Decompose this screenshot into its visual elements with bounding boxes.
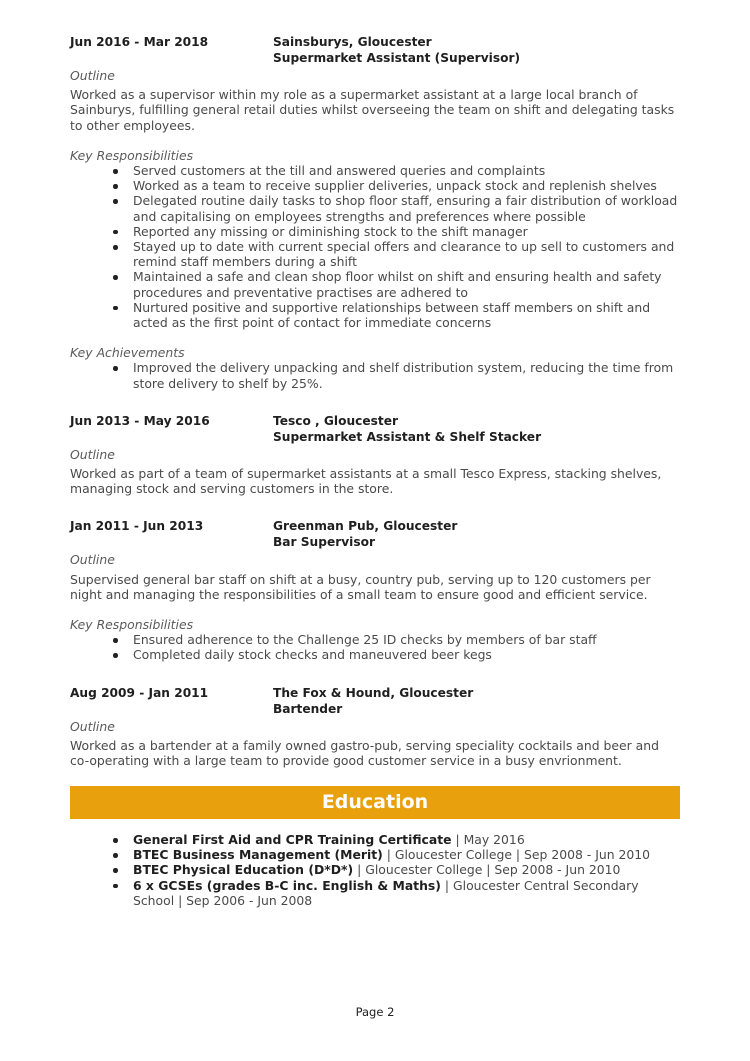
outline-label: Outline xyxy=(70,552,115,568)
list-item: Served customers at the till and answered queries and complaints xyxy=(133,163,680,178)
list-item: Ensured adherence to the Challenge 25 ID checks by members of bar staff xyxy=(133,632,680,647)
job-role: Supermarket Assistant (Supervisor) xyxy=(273,51,521,65)
education-details: | May 2016 xyxy=(451,832,525,847)
education-list xyxy=(70,832,680,908)
list-item: Nurtured positive and supportive relationships between staff members on shift and acted as the first point of contact for immediate concerns xyxy=(133,300,680,330)
job-employer: The Fox & Hound, Gloucester xyxy=(273,685,474,700)
page-number: Page 2 xyxy=(355,1005,395,1019)
achievements-list xyxy=(70,360,680,390)
list-item: Improved the delivery unpacking and shelf distribution system, reducing the time from store delivery to shelf by 25%. xyxy=(133,360,680,390)
responsibilities-label: Key Responsibilities xyxy=(70,147,194,163)
job-employer: Greenman Pub, Gloucester xyxy=(273,519,458,534)
education-title: General First Aid and CPR Training Certificate xyxy=(133,832,452,847)
achievements-label: Key Achievements xyxy=(70,345,185,361)
job-header xyxy=(70,518,680,550)
job-header xyxy=(70,413,680,445)
list-item: Worked as a team to receive supplier deliveries, unpack stock and replenish shelves xyxy=(133,178,680,193)
job-entry xyxy=(70,685,680,769)
education-item xyxy=(133,832,680,847)
education-item xyxy=(133,862,680,877)
job-role: Bartender xyxy=(273,701,343,716)
job-header xyxy=(70,685,680,717)
job-header xyxy=(70,34,680,66)
list-item: Maintained a safe and clean shop floor whilst on shift and ensuring health and safety procedures and preventative practises are adhered to xyxy=(133,269,680,299)
outline-label: Outline xyxy=(70,68,115,83)
education-section xyxy=(70,832,680,908)
education-details: | Gloucester College | Sep 2008 - Jun 2010 xyxy=(353,862,621,878)
job-dates: Jan 2011 - Jun 2013 xyxy=(70,519,204,534)
education-details: | Gloucester College | Sep 2008 - Jun 2010 xyxy=(382,847,651,863)
education-item xyxy=(133,847,680,862)
list-item: Delegated routine daily tasks to shop floor staff, ensuring a fair distribution of workload and capitalising on employees strengths and preferences where possible xyxy=(133,193,680,223)
outline-label: Outline xyxy=(70,718,115,734)
job-outline: Supervised general bar staff on shift at a busy, country pub, serving up to 120 customers per night and managing the responsibilities of a small team to ensure good and efficient service. xyxy=(70,571,651,602)
job-entry xyxy=(70,413,680,497)
education-title: BTEC Physical Education (D*D*) xyxy=(133,862,354,878)
responsibilities-list xyxy=(70,163,680,330)
job-dates: Jun 2013 - May 2016 xyxy=(70,413,210,428)
job-role: Bar Supervisor xyxy=(273,535,375,550)
job-outline: Worked as part of a team of supermarket assistants at a small Tesco Express, stacking shelves, managing stock and serving customers in the store. xyxy=(70,466,662,497)
job-dates: Jun 2016 - Mar 2018 xyxy=(70,35,209,49)
list-item: Completed daily stock checks and maneuvered beer kegs xyxy=(133,647,680,662)
education-title: BTEC Business Management (Merit) xyxy=(133,847,383,863)
job-outline: Worked as a bartender at a family owned gastro-pub, serving speciality cocktails and beer and co-operating with a large team to provide good customer service in a busy envrionment. xyxy=(70,737,659,769)
responsibilities-label: Key Responsibilities xyxy=(70,617,194,633)
experience-section xyxy=(70,34,680,768)
outline-label: Outline xyxy=(70,446,115,462)
job-entry xyxy=(70,34,680,391)
job-outline: Worked as a supervisor within my role as a supermarket assistant at a large local branch of Sainburys, fulfilling general retail duties whilst overseeing the team on shift and delegating tasks to other employees. xyxy=(70,87,675,133)
job-role: Supermarket Assistant & Shelf Stacker xyxy=(273,429,542,444)
job-employer: Sainsburys, Gloucester xyxy=(273,35,432,49)
education-title: 6 x GCSEs (grades B-C inc. English & Maths) xyxy=(133,877,441,893)
job-employer: Tesco , Gloucester xyxy=(273,413,399,428)
education-item xyxy=(133,878,680,908)
responsibilities-list xyxy=(70,632,680,662)
job-dates: Aug 2009 - Jan 2011 xyxy=(70,685,209,700)
job-entry xyxy=(70,518,680,662)
list-item: Stayed up to date with current special offers and clearance to up sell to customers and remind staff members during a shift xyxy=(133,239,680,269)
list-item: Reported any missing or diminishing stock to the shift manager xyxy=(133,224,680,239)
education-heading: Education xyxy=(70,786,680,819)
education-details: | Gloucester Central Secondary School | Sep 2006 - Jun 2008 xyxy=(133,877,639,908)
